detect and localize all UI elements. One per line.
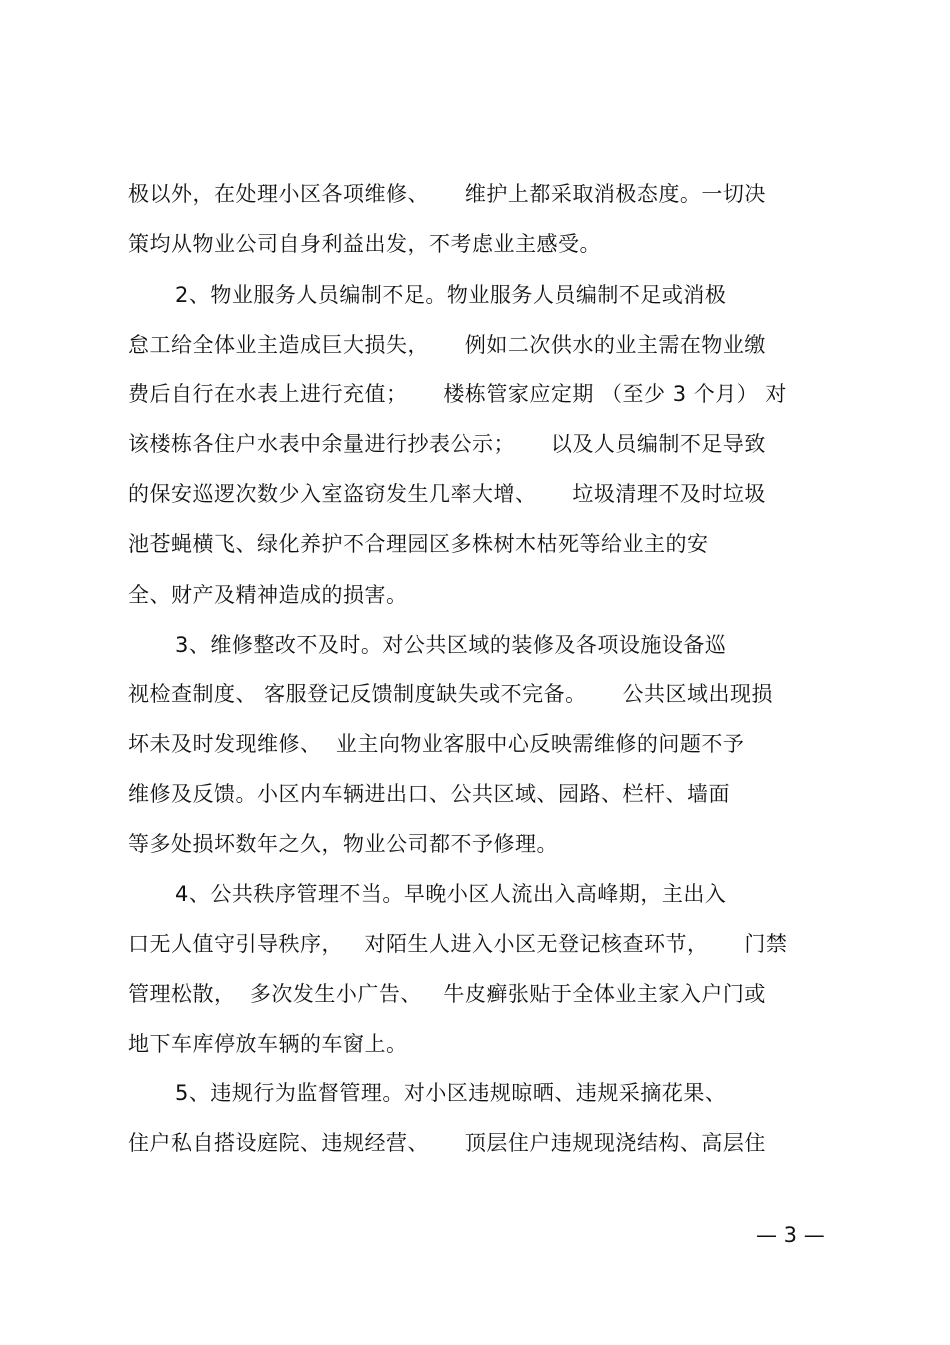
page-number: — 3 — [756, 1223, 825, 1247]
text-line: 维修及反馈。小区内车辆进出口、公共区域、园路、栏杆、墙面 [128, 782, 730, 806]
text-line: 管理松散， 多次发生小广告、 牛皮癣张贴于全体业主家入户门或 [128, 982, 766, 1006]
text-line: 地下车库停放车辆的车窗上。 [128, 1032, 408, 1056]
text-line: 策均从物业公司自身利益出发，不考虑业主感受。 [128, 232, 601, 256]
paragraph-heading-5: 5、违规行为监督管理。对小区违规晾晒、违规采摘花果、 [175, 1081, 727, 1105]
paragraph-heading-2: 2、物业服务人员编制不足。物业服务人员编制不足或消极 [175, 283, 727, 307]
text-line: 等多处损坏数年之久，物业公司都不予修理。 [128, 832, 558, 856]
text-line: 住户私自搭设庭院、违规经营、 顶层住户违规现浇结构、高层住 [128, 1131, 766, 1155]
text-line: 极以外，在处理小区各项维修、 维护上都采取消极态度。一切决 [128, 182, 766, 206]
text-line: 池苍蝇横飞、绿化养护不合理园区多株树木枯死等给业主的安 [128, 532, 709, 556]
text-line: 费后自行在水表上进行充值； 楼栋管家应定期 （至少 3 个月） 对 [128, 382, 787, 406]
paragraph-heading-3: 3、维修整改不及时。对公共区域的装修及各项设施设备巡 [175, 633, 727, 657]
text-line: 的保安巡逻次数少入室盗窃发生几率大增、 垃圾清理不及时垃圾 [128, 482, 766, 506]
text-line: 坏未及时发现维修、 业主向物业客服中心反映需维修的问题不予 [128, 732, 745, 756]
text-line: 该楼栋各住户水表中余量进行抄表公示； 以及人员编制不足导致 [128, 432, 766, 456]
text-line: 口无人值守引导秩序， 对陌生人进入小区无登记核查环节， 门禁 [128, 932, 788, 956]
text-line: 怠工给全体业主造成巨大损失， 例如二次供水的业主需在物业缴 [128, 333, 766, 357]
text-line: 全、财产及精神造成的损害。 [128, 583, 408, 607]
text-line: 视检查制度、 客服登记反馈制度缺失或不完备。 公共区域出现损 [128, 682, 774, 706]
paragraph-heading-4: 4、公共秩序管理不当。早晚小区人流出入高峰期，主出入 [175, 882, 727, 906]
